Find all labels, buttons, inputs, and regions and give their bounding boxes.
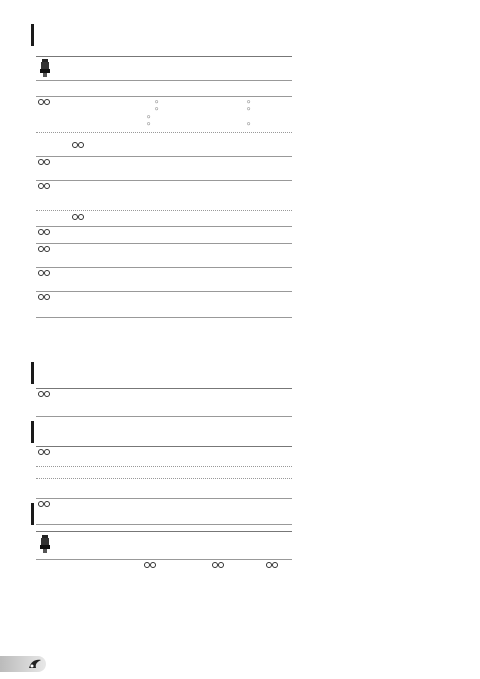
table-row: ☼ ☼ ☼ ☼ ☼ ☼ ☼	[36, 97, 292, 133]
fig-letter	[44, 246, 50, 252]
table-row	[36, 447, 292, 467]
fig-letter	[272, 562, 278, 568]
footer-tab	[0, 656, 46, 672]
fig-letter	[44, 270, 50, 276]
logo-icon	[28, 658, 42, 670]
fig-letter	[44, 99, 50, 105]
fig-letter	[44, 229, 50, 235]
farm-types-table	[36, 388, 292, 417]
table-row	[36, 181, 292, 211]
table-header-row	[36, 532, 292, 560]
compact-types-table	[36, 56, 292, 318]
section-marker	[31, 503, 34, 525]
section-marker	[31, 421, 34, 443]
table-row	[36, 560, 292, 628]
table-row	[36, 157, 292, 181]
fig-letter	[78, 142, 84, 148]
table-row	[36, 292, 292, 318]
spark-plug-icon	[38, 535, 52, 556]
fig-letter	[44, 294, 50, 300]
table-row	[36, 211, 292, 227]
table-row	[36, 133, 292, 157]
fig-letter	[218, 562, 224, 568]
table-row	[36, 244, 292, 268]
table-row	[36, 227, 292, 244]
fig-letter	[44, 501, 50, 507]
fig-letter	[44, 183, 50, 189]
table-row	[36, 81, 292, 97]
fig-letter	[150, 562, 156, 568]
fig-letter	[44, 391, 50, 397]
table-header-row	[36, 57, 292, 81]
table-row	[36, 499, 292, 525]
fig-letter	[78, 214, 84, 220]
surface-types-table	[36, 446, 292, 525]
table-row	[36, 479, 292, 499]
fig-letter	[44, 449, 50, 455]
section-marker	[31, 24, 34, 46]
table-row	[36, 467, 292, 479]
racing-types-table	[36, 531, 292, 628]
spark-plug-icon	[38, 59, 58, 77]
table-row	[36, 268, 292, 292]
table-row	[36, 389, 292, 417]
fig-letter	[44, 159, 50, 165]
section-marker	[31, 362, 34, 384]
